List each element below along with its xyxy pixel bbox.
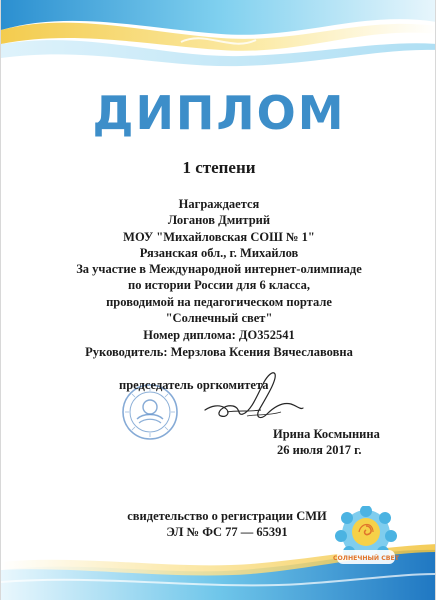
registration-line-2: ЭЛ № ФС 77 — 65391 xyxy=(166,525,288,539)
award-line-region: Рязанская обл., г. Михайлов xyxy=(139,245,299,260)
chairman-label: председатель оргкомитета xyxy=(119,378,269,392)
award-line-participation: За участие в Международной интернет-олимпиаде xyxy=(76,262,362,277)
signer-name: Ирина Космынина xyxy=(273,427,380,441)
award-line-diploma-number: Номер диплома: ДО352541 xyxy=(143,328,295,343)
diploma-title: ДИПЛОМ xyxy=(92,86,346,140)
sign-date: 26 июля 2017 г. xyxy=(277,443,362,457)
award-line-school: МОУ "Михайловская СОШ № 1" xyxy=(123,229,315,244)
registration-info xyxy=(97,508,357,540)
award-text xyxy=(1,196,436,360)
diploma-degree: 1 степени xyxy=(182,158,256,177)
award-line-name: Логанов Дмитрий xyxy=(167,213,271,228)
award-line-subject: по истории России для 6 класса, xyxy=(128,278,310,293)
award-line-portal-name: "Солнечный свет" xyxy=(165,311,273,326)
top-wave-decoration xyxy=(1,0,436,90)
award-line-awarded: Награждается xyxy=(178,197,260,211)
registration-line-1: свидетельство о регистрации СМИ xyxy=(127,509,327,523)
handwritten-signature xyxy=(197,366,307,428)
award-line-portal: проводимой на педагогическом портале xyxy=(106,294,332,309)
award-line-supervisor: Руководитель: Мерзлова Ксения Вячеславовна xyxy=(85,344,353,359)
sun-logo-icon xyxy=(333,506,399,572)
logo-text: СОЛНЕЧНЫЙ СВЕТ xyxy=(333,555,399,562)
